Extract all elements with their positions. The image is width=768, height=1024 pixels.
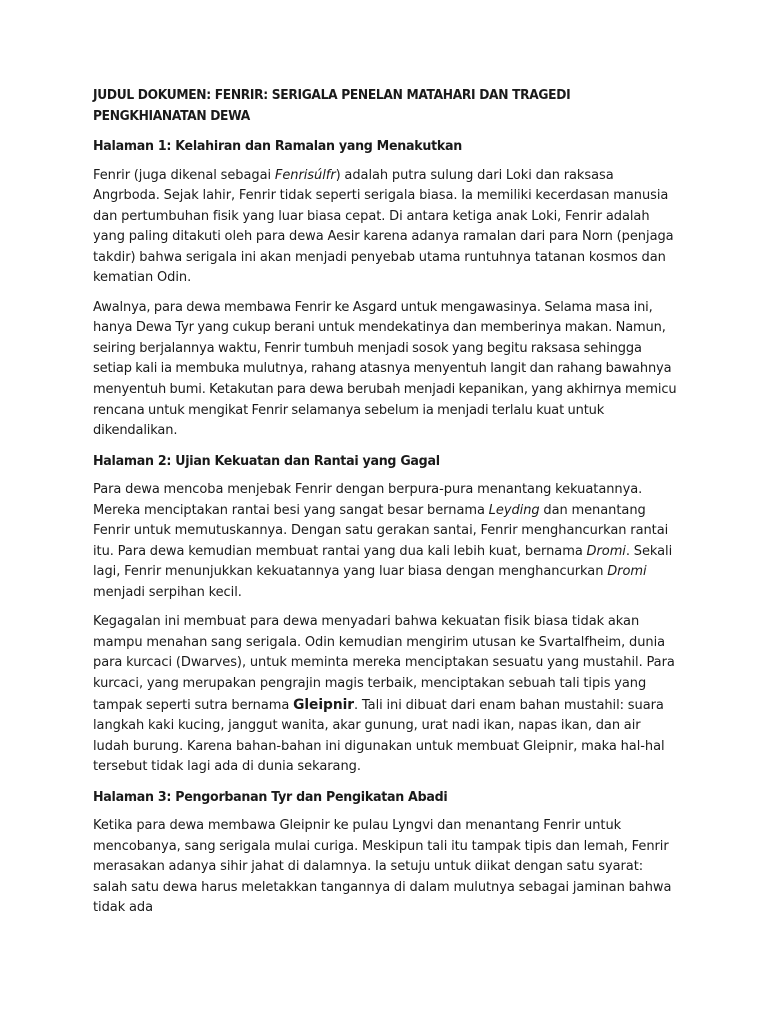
text-run: dan menantang Fenrir untuk memutuskannya. Dengan satu gerakan santai, Fenrir menghancurkan rantai itu. Para dewa kemudian membuat rantai yang dua kali lebih kuat, bernama bbox=[93, 502, 669, 559]
text-run: . Sekali lagi, Fenrir menunjukkan kekuatannya yang luar biasa dengan menghancurkan bbox=[93, 543, 673, 580]
italic-term: Fenrisúlfr bbox=[274, 167, 336, 183]
document-page bbox=[93, 86, 678, 928]
italic-term: Dromi bbox=[607, 564, 647, 580]
section-heading-2: Halaman 2: Ujian Kekuatan dan Rantai yang Gagal bbox=[93, 452, 440, 469]
bold-term: Gleipnir bbox=[293, 696, 355, 713]
section-1-paragraph-1 bbox=[93, 166, 678, 289]
text-run: Kegagalan ini membuat para dewa menyadari bahwa kekuatan fisik biasa tidak akan mampu menahan sang serigala. Odin kemudian mengirim utusan ke Svartalfheim, dunia para kurcaci (Dwarves), untuk meminta mereka menciptakan sesuatu yang mustahil. Para kurcaci, yang merupakan pengrajin magis terbaik, menciptakan sebuah tali tipis yang tampak seperti sutra bernama bbox=[93, 614, 675, 713]
text-run: Para dewa mencoba menjebak Fenrir dengan berpura-pura menantang kekuatannya. Mereka menciptakan rantai besi yang sangat besar bernama bbox=[93, 482, 643, 518]
section-2-paragraph-2 bbox=[93, 612, 678, 777]
section-heading-1: Halaman 1: Kelahiran dan Ramalan yang Menakutkan bbox=[93, 138, 462, 154]
section-1-paragraph-2: Awalnya, para dewa membawa Fenrir ke Asgard untuk mengawasinya. Selama masa ini, hanya Dewa Tyr yang cukup berani untuk mendekatinya dan memberinya makan. Namun, seiring berjalannya waktu, Fenrir tumbuh menjadi sosok yang begitu raksasa sehingga setiap kali ia membuka mulutnya, rahang atasnya menyentuh langit dan rahang bawahnya menyentuh bumi. Ketakutan para dewa berubah menjadi kepanikan, yang akhirnya memicu rencana untuk mengikat Fenrir selamanya sebelum ia menjadi terlalu kuat untuk dikendalikan. bbox=[93, 299, 677, 439]
text-run: ) adalah putra sulung dari Loki dan raksasa Angrboda. Sejak lahir, Fenrir tidak seperti serigala biasa. Ia memiliki kecerdasan manusia dan pertumbuhan fisik yang luar biasa cepat. Di antara ketiga anak Loki, Fenrir adalah yang paling ditakuti oleh para dewa Aesir karena adanya ramalan dari para Norn (penjaga takdir) bahwa serigala ini akan menjadi penyebab utama runtuhnya tatanan kosmos dan kematian Odin. bbox=[93, 167, 674, 286]
text-run: Fenrir (juga dikenal sebagai bbox=[93, 167, 275, 183]
text-run: . Tali ini dibuat dari enam bahan mustahil: suara langkah kaki kucing, janggut wanita, akar gunung, urat nadi ikan, napas ikan, dan air ludah burung. Karena bahan-bahan ini digunakan untuk membuat Gleipnir, maka hal-hal tersebut tidak lagi ada di dunia sekarang. bbox=[93, 697, 665, 775]
section-3-paragraph-1: Ketika para dewa membawa Gleipnir ke pulau Lyngvi dan menantang Fenrir untuk mencobanya, sang serigala mulai curiga. Meskipun tali itu tampak tipis dan lemah, Fenrir merasakan adanya sihir jahat di dalamnya. Ia setuju untuk diikat dengan satu syarat: salah satu dewa harus meletakkan tangannya di dalam mulutnya sebagai jaminan bahwa tidak ada bbox=[93, 818, 672, 916]
section-heading-3: Halaman 3: Pengorbanan Tyr dan Pengikatan Abadi bbox=[93, 788, 448, 805]
italic-term: Leyding bbox=[488, 502, 540, 518]
document-title: JUDUL DOKUMEN: FENRIR: SERIGALA PENELAN MATAHARI DAN TRAGEDI PENGKHIANATAN DEWA bbox=[93, 88, 571, 124]
text-run: menjadi serpihan kecil. bbox=[93, 584, 242, 600]
italic-term: Dromi bbox=[586, 543, 626, 559]
section-2-paragraph-1 bbox=[93, 480, 678, 603]
